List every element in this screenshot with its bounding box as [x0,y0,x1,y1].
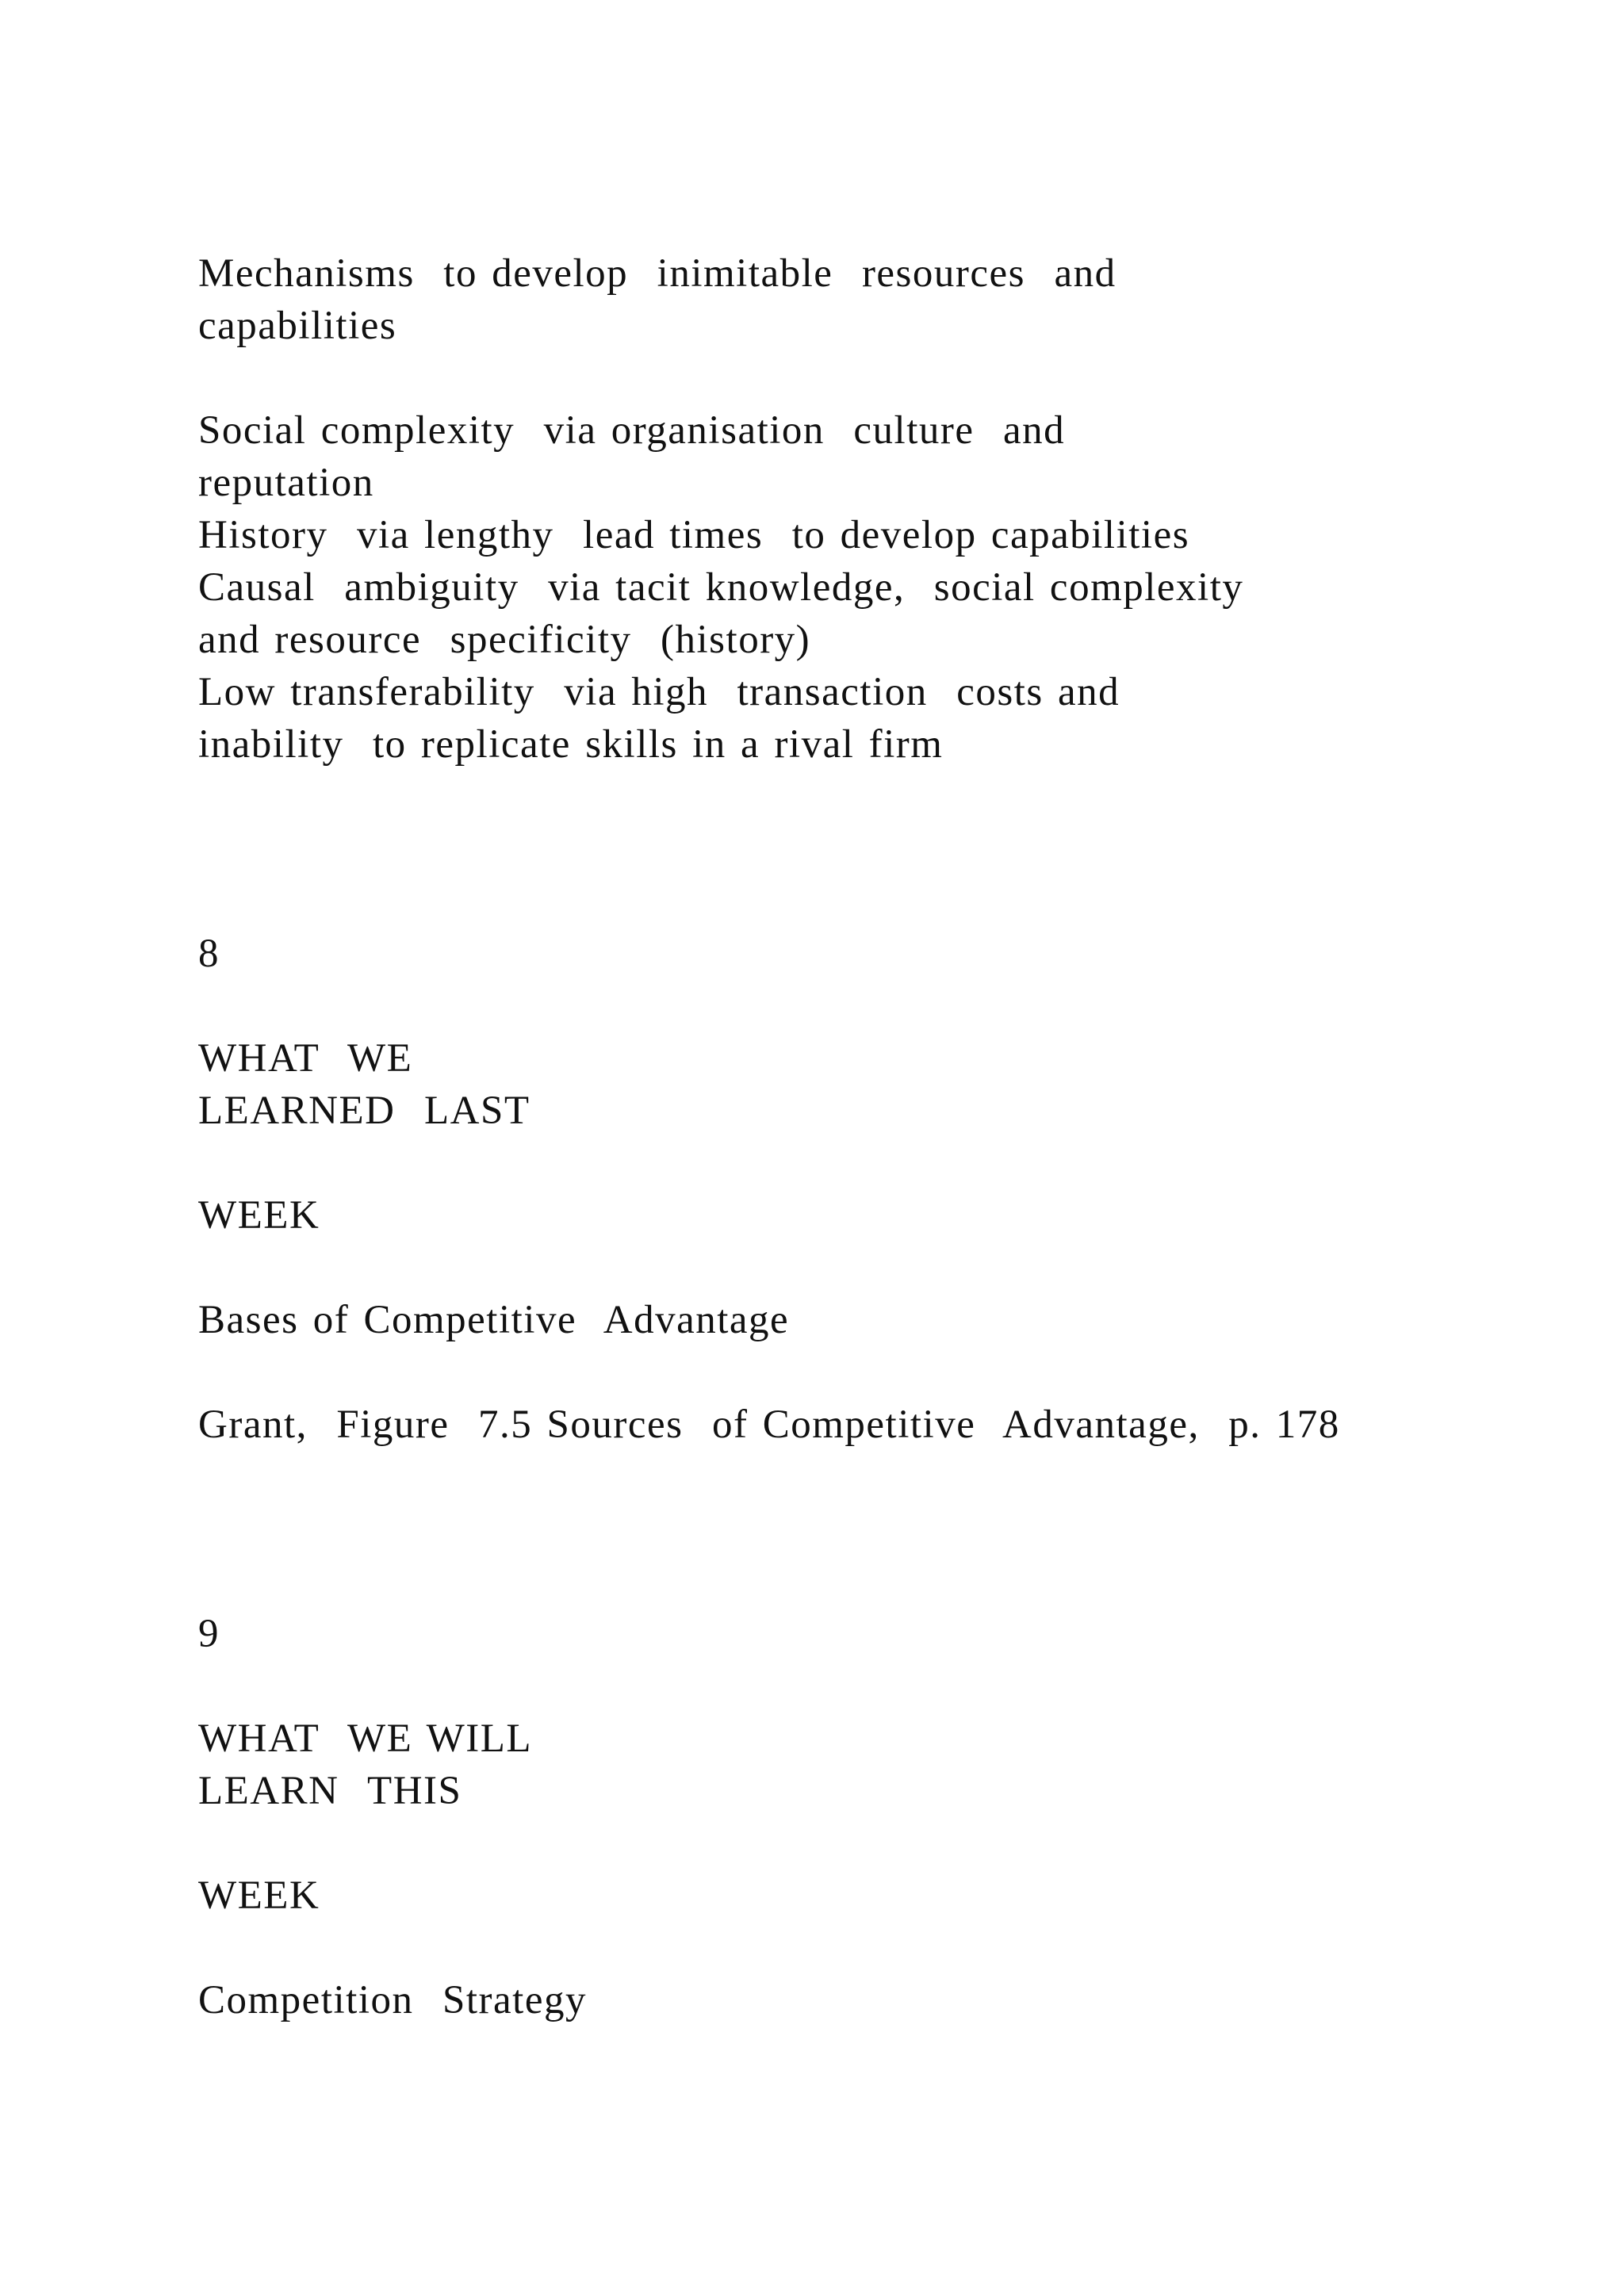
text-line: Causal ambiguity via tacit knowledge, social complexity [198,565,1244,610]
text-line: Bases of Competitive Advantage [198,1298,790,1342]
text-line: and resource specificity (history) [198,618,811,662]
text-line: reputation [198,461,374,505]
citation-line: Grant, Figure 7.5 Sources of Competitive Advantage, p. 178 [198,1402,1340,1447]
section-heading: WEEK [198,1193,320,1238]
text-line: capabilities [198,304,397,348]
section-heading: LEARN THIS [198,1769,462,1813]
text-line: Mechanisms to develop inimitable resources and [198,251,1116,296]
text-line: Competition Strategy [198,1978,587,2022]
text-line: History via lengthy lead times to develop capabilities [198,513,1190,557]
section-heading: LEARNED LAST [198,1089,530,1133]
section-heading: WHAT WE [198,1036,413,1081]
text-line: Social complexity via organisation culture and [198,408,1066,453]
page-number: 8 [198,932,220,976]
text-line: Low transferability via high transaction costs and [198,670,1120,714]
section-heading: WHAT WE WILL [198,1716,532,1761]
section-heading: WEEK [198,1873,320,1918]
text-line: inability to replicate skills in a rival firm [198,722,944,767]
page-number: 9 [198,1612,220,1656]
